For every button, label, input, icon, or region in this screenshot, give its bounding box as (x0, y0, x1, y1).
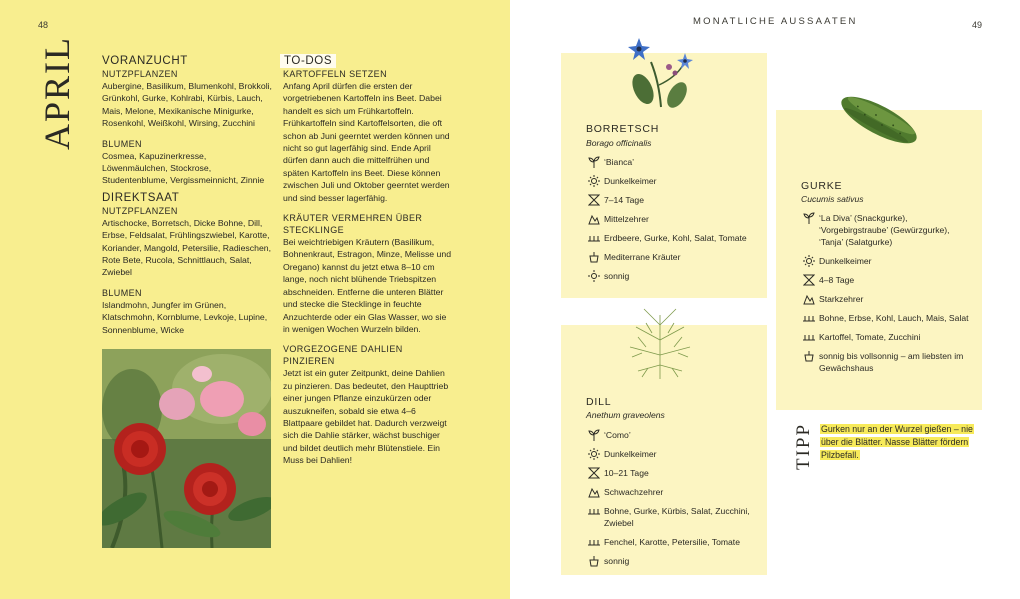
cucumber-illustration (834, 88, 924, 157)
bed-icon (801, 331, 817, 343)
dill-name: DILL (586, 396, 612, 408)
nutrient-icon (586, 486, 602, 498)
nutrient-icon (586, 213, 602, 225)
fact-row: Bohne, Erbse, Kohl, Lauch, Mais, Salat (801, 312, 973, 324)
dill-illustration (622, 305, 698, 384)
fact-row: ‘La Diva’ (Snackgurke), ‘Vorgebirgstraube’ (Gewürzgurke), ‘Tanja’ (Salatgurke) (801, 212, 973, 248)
bed-icon (586, 536, 602, 548)
fact-row: Mediterrane Kräuter (586, 251, 762, 263)
borage-illustration (621, 37, 701, 114)
fact-row: 7–14 Tage (586, 194, 762, 206)
month-title: APRIL (37, 35, 77, 150)
page-number-left: 48 (38, 20, 49, 30)
bed-icon (586, 232, 602, 244)
dill-facts (586, 429, 762, 574)
fact-row: ‘Bianca’ (586, 156, 762, 168)
pot-icon (586, 251, 602, 263)
sun-icon (801, 255, 817, 267)
running-head: MONATLICHE AUSSAATEN (693, 16, 858, 27)
voranzucht-nutz-text: Aubergine, Basilikum, Blumenkohl, Brokkoli, Grünkohl, Gurke, Kohlrabi, Kürbis, Lauch, Mais, Melone, Mexikanische Minigurke, Rosenkohl, Weißkohl, Wirsing, Zucchini (102, 81, 272, 129)
sun-icon (586, 448, 602, 460)
fact-row: 4–8 Tage (801, 274, 973, 286)
fact-row: ‘Como’ (586, 429, 762, 441)
borretsch-facts (586, 156, 762, 289)
fact-row: sonnig (586, 270, 762, 282)
pot-icon (586, 555, 602, 567)
sun-icon (586, 270, 602, 282)
dill-latin: Anethum graveolens (586, 410, 665, 420)
voranzucht-blumen-text: Cosmea, Kapuzinerkresse, Löwenmäulchen, Stockrose, Studentenblume, Vergissmeinnicht, Zinnie (102, 150, 265, 186)
borretsch-latin: Borago officinalis (586, 138, 652, 148)
todo-kartoffeln-text: Anfang April dürfen die ersten der vorgetriebenen Kartoffeln ins Beet. Dabei handelt es sich um Frühkartoffeln. Frühkartoffeln sind Kartoffelsorten, die oft schon ab Juni geerntet werden können und nicht so gut lagerfähig sind. Ende April dürfen dann auch die mittelfrühen und späten Kartoffeln ins Beet. Diese können zwischen Juli und Oktober geerntet werden und sind besser lagerfähig. (283, 81, 450, 203)
todo-kartoffeln-heading: KARTOFFELN SETZEN (283, 69, 387, 79)
fact-row: Starkzehrer (801, 293, 973, 305)
seedling-icon (586, 156, 602, 168)
bed-icon (801, 312, 817, 324)
direktsaat-nutz-text: Artischocke, Borretsch, Dicke Bohne, Dill, Erbse, Feldsalat, Frühlingszwiebel, Karotte, Koriander, Mangold, Petersilie, Radieschen, Rote Bete, Rucola, Schnittlauch, Salat, Zwiebel (102, 217, 272, 278)
fact-row: Fenchel, Karotte, Petersilie, Tomate (586, 536, 762, 548)
tipp-highlight: Gurken nur an der Wurzel gießen – nie über die Blätter. Nasse Blätter fördern Pilzbefall. (821, 424, 973, 460)
gurke-latin: Cucumis sativus (801, 194, 864, 204)
sun-icon (586, 175, 602, 187)
hourglass-icon (801, 274, 817, 286)
seedling-icon (801, 212, 817, 224)
gurke-name: GURKE (801, 180, 843, 192)
voranzucht-heading: VORANZUCHT (102, 55, 188, 67)
fact-row: Dunkelkeimer (586, 448, 762, 460)
seedling-icon (586, 429, 602, 441)
fact-row: Dunkelkeimer (801, 255, 973, 267)
todo-dahlien-heading: VORGEZOGENE DAHLIEN PINZIEREN (283, 344, 403, 367)
fact-row: Kartoffel, Tomate, Zucchini (801, 331, 973, 343)
direktsaat-nutz-heading: NUTZPFLANZEN (102, 205, 178, 216)
fact-row: Schwachzehrer (586, 486, 762, 498)
direktsaat-blumen-text: Islandmohn, Jungfer im Grünen, Klatschmohn, Kornblume, Levkoje, Lupine, Sonnenblume, Wicke (102, 299, 268, 335)
todo-kraeuter-heading: KRÄUTER VERMEHREN ÜBER STECKLINGE (283, 213, 423, 236)
todos-heading: TO-DOS (280, 54, 336, 68)
fact-row: Bohne, Gurke, Kürbis, Salat, Zucchini, Zwiebel (586, 505, 762, 529)
gurke-facts (801, 212, 973, 381)
page-number-right: 49 (972, 20, 983, 30)
dahlia-photo (102, 349, 271, 548)
direktsaat-heading: DIREKTSAAT (102, 191, 180, 204)
borretsch-name: BORRETSCH (586, 123, 660, 135)
fact-row: 10–21 Tage (586, 467, 762, 479)
tipp-text (820, 423, 980, 462)
fact-row: sonnig (586, 555, 762, 567)
todos-column (283, 54, 453, 467)
todo-kraeuter-text: Bei weichtriebigen Kräutern (Basilikum, Bohnenkraut, Estragon, Minze, Melisse und Oregano) kannst du jetzt etwa 8–10 cm lange, noch nicht blühende Triebspitzen abschneiden. Entferne die unteren Blätter und stecke die Stecklinge in feuchte Anzuchterde oder ein Glas Wasser, wo sie in wenigen Wochen Wurzeln bilden. (283, 237, 452, 334)
todo-dahlien-text: Jetzt ist ein guter Zeitpunkt, deine Dahlien zu pinzieren. Das bedeutet, den Haupttrieb einer jungen Pflanze einzukürzen oder auszukneifen, sobald sie etwa 4–6 Blattpaare gebildet hat. Dadurch verzweigt sich die Dahlie stärker, wächst buschiger und bildet deutlich mehr Blütenstiele. Ein Muss bei Dahlien! (283, 368, 449, 466)
sowing-column (102, 54, 272, 336)
nutrient-icon (801, 293, 817, 305)
direktsaat-blumen-heading: BLUMEN (102, 287, 142, 298)
hourglass-icon (586, 194, 602, 206)
hourglass-icon (586, 467, 602, 479)
fact-row: sonnig bis vollsonnig – am liebsten im Gewächshaus (801, 350, 973, 374)
voranzucht-blumen-heading: BLUMEN (102, 138, 142, 149)
fact-row: Dunkelkeimer (586, 175, 762, 187)
pot-icon (801, 350, 817, 362)
fact-row: Mittelzehrer (586, 213, 762, 225)
bed-icon (586, 505, 602, 517)
voranzucht-nutz-heading: NUTZPFLANZEN (102, 69, 178, 79)
tipp-label: TIPP (793, 422, 814, 470)
fact-row: Erdbeere, Gurke, Kohl, Salat, Tomate (586, 232, 762, 244)
